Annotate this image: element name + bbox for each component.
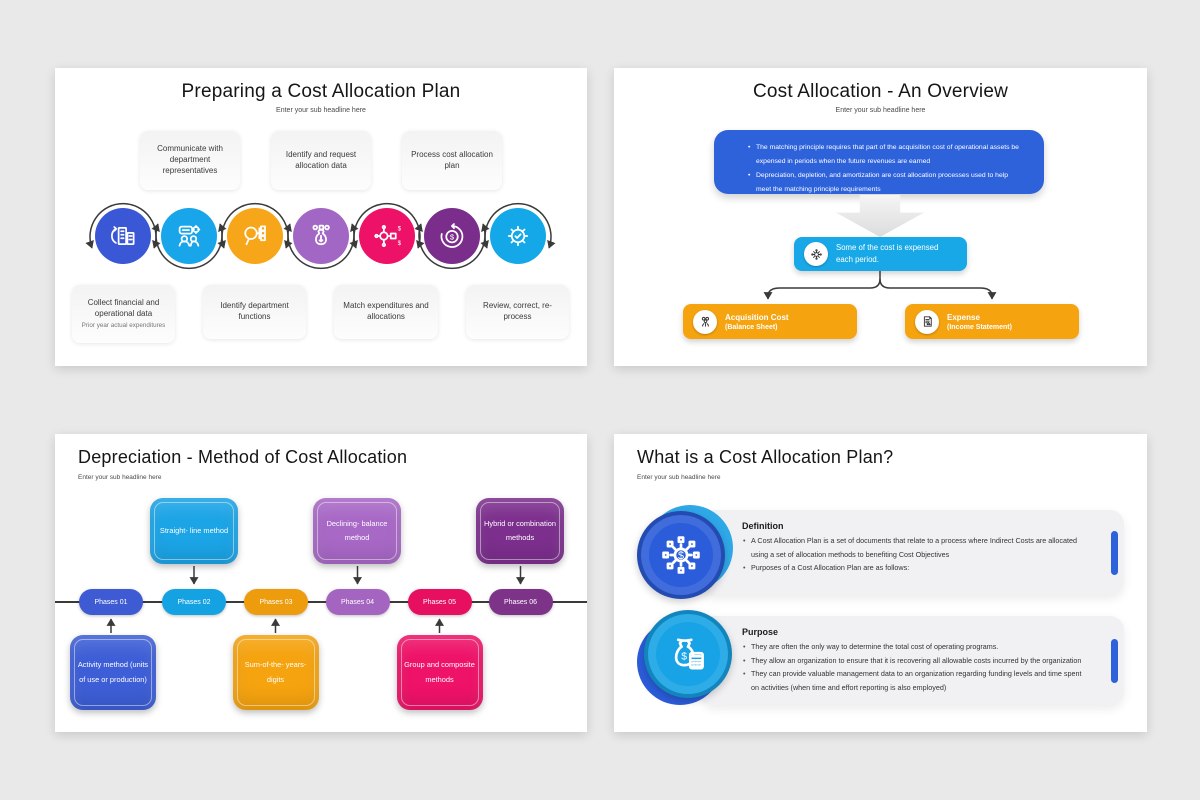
method-box [476,498,564,564]
section-bullet: • They are often the only way to determine the total cost of operating programs. [742,640,1084,654]
time-cost-icon [437,221,467,251]
overview-bullet: • Depreciation, depletion, and amortization are cost allocation processes used to help meet the matching principle requirements [748,169,1020,197]
step-circle-5 [359,208,415,264]
slide4-title: What is a Cost Allocation Plan? [637,447,894,467]
method-box [70,635,156,710]
down-arrow [836,195,924,237]
step-label-card [140,131,240,190]
section-bullet: • A Cost Allocation Plan is a set of documents that relate to a process where Indirect Costs are allocated using a set of allocation methods to benefiting Cost Objectives [742,534,1084,561]
svg-text:$: $ [397,239,402,247]
phase-label: Phases 06 [503,598,538,606]
purpose-card [700,616,1124,705]
method-box [150,498,238,564]
phase-label: Phases 02 [177,598,211,606]
phase-label: Phases 04 [340,598,375,606]
phase-pill [162,589,226,615]
accent-bar [1111,531,1118,575]
leaf-box-acquisition [683,304,857,339]
statement-icon [915,310,939,334]
step-label-card [402,131,502,190]
step-label-card [466,285,569,339]
step-circle-1 [95,208,151,264]
definition-card [700,510,1124,595]
phase-label: Phases 01 [94,598,128,606]
step-label: Collect financial and operational data [87,298,160,318]
phase-label: Phases 05 [422,598,457,606]
process-gear-icon [503,221,533,251]
leaf-title: Acquisition Cost [725,312,789,322]
phase-pill [326,589,390,615]
slide2-subtitle: Enter your sub headline here [835,107,926,114]
step-circle-4 [293,208,349,264]
slide2-title: Cost Allocation - An Overview [752,81,1009,102]
section-heading: Definition [742,521,784,531]
step-sublabel: Prior year actual expenditures [81,321,166,329]
phase-pill [489,589,553,615]
section-bullet: • They can provide valuable management data to an organization regarding funding levels and time spent on activities (when time and effort reporting is also employed) [742,667,1084,694]
overview-panel [714,130,1044,194]
phase-pill [79,589,143,615]
method-label: Group and composite methods [404,660,475,684]
cost-network-icon [372,221,402,251]
svg-text:$: $ [681,651,688,663]
slide-depreciation-methods [55,434,587,732]
phase-pill [408,589,472,615]
method-box [233,635,319,710]
leaf-box-expense [905,304,1079,339]
purpose-circle [637,610,733,706]
step-label: Identify department functions [220,301,289,321]
method-label: Straight- line method [159,525,229,535]
method-label: Sum-of-the- years- digits [244,660,307,684]
financial-report-icon [108,221,138,251]
leaf-sub: (Income Statement) [947,324,1012,332]
accent-bar [1111,639,1118,683]
step-label-card [72,285,175,343]
slide1-title: Preparing a Cost Allocation Plan [181,81,461,102]
step-label-card [203,285,306,339]
slide-preparing-cost-allocation-plan [55,68,587,366]
budget-bag-icon [306,221,336,251]
step-label: Communicate with department representatives [157,144,223,175]
step-circle-6 [424,208,480,264]
step-label: Match expenditures and allocations [343,301,429,321]
svg-text:$: $ [397,225,402,233]
slide4-subtitle: Enter your sub headline here [637,474,721,481]
step-circle-3 [227,208,283,264]
section-bullet: • Purposes of a Cost Allocation Plan are as follows: [742,561,1084,575]
svg-text:$: $ [678,549,684,562]
allocation-icon [637,511,725,599]
slide-what-is-cost-allocation-plan [614,434,1147,732]
search-allocation-icon [240,221,270,251]
definition-circle [637,505,733,601]
method-label: Declining- balance method [326,518,388,542]
step-label: Process cost allocation plan [411,149,493,170]
phase-pill [244,589,308,615]
section-bullet: • They allow an organization to ensure that it is recovering all allowable costs incurred by the organization [742,654,1084,668]
center-flow-text: Some of the cost is expensed each period. [836,242,939,264]
step-label-card [271,131,371,190]
center-flow-box [794,237,967,271]
method-box [397,635,483,710]
leaf-sub: (Balance Sheet) [725,324,778,332]
leaf-title: Expense [947,312,980,322]
moneybag-calculator-icon [644,610,732,698]
step-circle-2 [161,208,217,264]
split-connector [614,268,1147,308]
method-box [313,498,401,564]
svg-text:$: $ [449,232,455,242]
section-heading: Purpose [742,627,779,637]
method-label: Hybrid or combination methods [484,518,556,542]
slide1-subtitle: Enter your sub headline here [276,107,366,114]
coins-icon [693,310,717,334]
discussion-icon [174,221,204,251]
cost-network-icon [804,242,828,266]
overview-bullet: • The matching principle requires that part of the acquisition cost of operational assets be expensed in periods when the future revenues are earned [748,141,1020,169]
step-label: Identify and request allocation data [285,149,357,170]
slide-cost-allocation-overview [614,68,1147,366]
slide3-title: Depreciation - Method of Cost Allocation [78,447,408,467]
method-label: Activity method (units of use or production) [77,660,149,684]
step-circle-7 [490,208,546,264]
phase-label: Phases 03 [259,598,293,606]
step-label-card [334,285,438,339]
step-label: Review, correct, re-process [483,301,552,321]
slide3-subtitle: Enter your sub headline here [78,474,162,481]
